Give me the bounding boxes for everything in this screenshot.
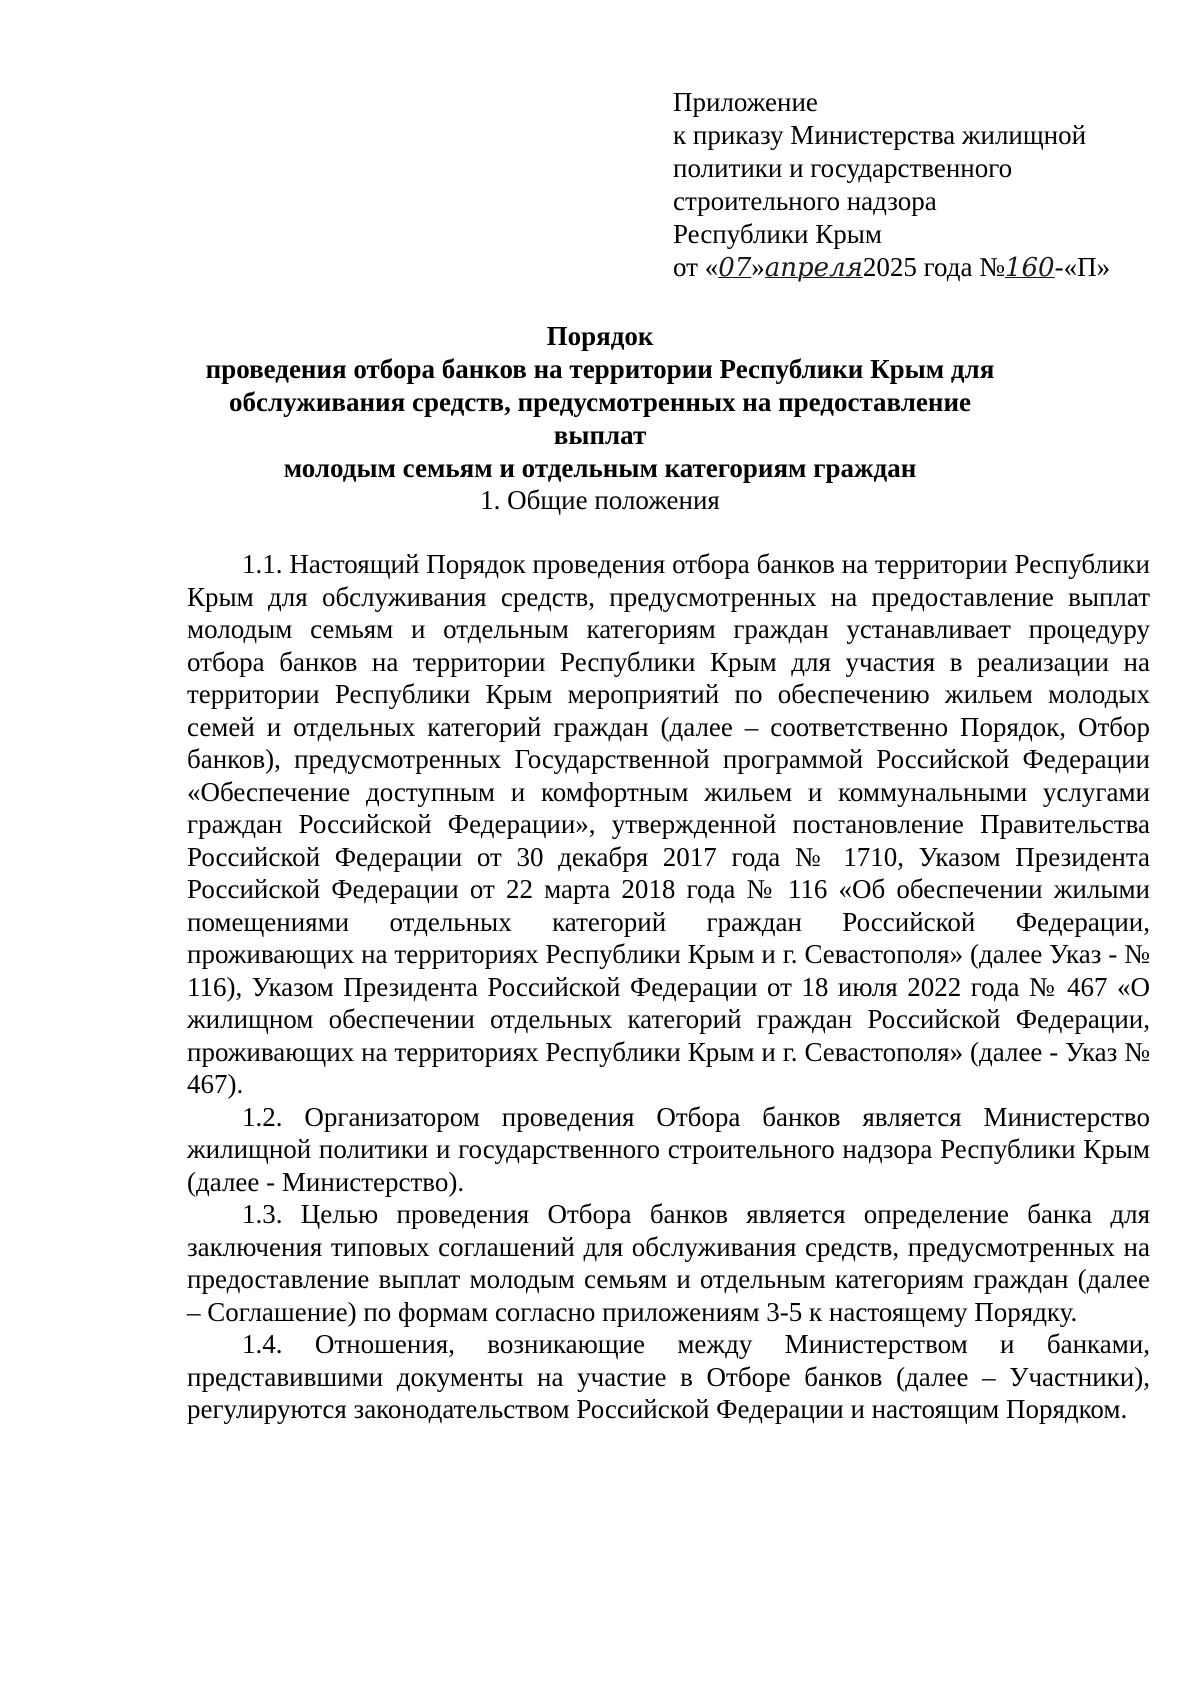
title-line-4: молодым семьям и отдельным категориям граждан (283, 453, 917, 483)
appendix-header (673, 86, 1173, 285)
date-prefix: от « (673, 252, 719, 282)
document-title (190, 320, 1010, 485)
date-quote-close: » (751, 252, 765, 282)
section-heading: 1. Общие положения (480, 485, 720, 515)
paragraph-1-3: 1.3. Целью проведения Отбора банков является определение банка для заключения типовых соглашений для обслуживания средств, предусмотренных на предоставление выплат молодым семьям и отдельным категориям граждан (далее – Соглашение) по формам согласно приложениям 3-5 к настоящему Порядку. (187, 1199, 1150, 1327)
title-line-3: обслуживания средств, предусмотренных на предоставление выплат (229, 387, 971, 450)
title-line-1: Порядок (546, 321, 654, 351)
handwritten-number: 160 (1004, 253, 1055, 283)
paragraph-1-1: 1.1. Настоящий Порядок проведения отбора банков на территории Республики Крым для обслуживания средств, предусмотренных на предоставление выплат молодым семьям и отдельным категориям граждан устанавливает процедуру отбора банков на территории Республики Крым для участия в реализации на территории Республики Крым мероприятий по обеспечению жильем молодых семей и отдельных категорий граждан (далее – соответственно Порядок, Отбор банков), предусмотренных Государственной программой Российской Федерации «Обеспечение доступным и комфортным жильем и коммунальными услугами граждан Российской Федерации», утвержденной постановление Правительства Российской Федерации от 30 декабря 2017 года № 1710, Указом Президента Российской Федерации от 22 марта 2018 года № 116 «Об обеспечении жилыми помещениями отдельных категорий граждан Российской Федерации, проживающих на территориях Республики Крым и г. Севастополя» (далее Указ - № 116), Указом Президента Российской Федерации от 18 июля 2022 года № 467 «О жилищном обеспечении отдельных категорий граждан Российской Федерации, проживающих на территориях Республики Крым и г. Севастополя» (далее - Указ № 467). (187, 549, 1150, 1099)
appendix-date-line (673, 251, 1173, 285)
number-suffix: -«П» (1054, 252, 1111, 282)
appendix-supervision-line: строительного надзора (673, 186, 937, 216)
document-body (187, 548, 1150, 1426)
date-year: 2025 года № (862, 252, 1005, 282)
appendix-republic-line: Республики Крым (673, 219, 882, 249)
title-line-2: проведения отбора банков на территории Республики Крым для (205, 354, 995, 384)
handwritten-month: апреля (764, 253, 863, 283)
handwritten-day: 07 (718, 253, 752, 283)
appendix-title: Приложение (673, 87, 818, 117)
appendix-order-line: к приказу Министерства жилищной (673, 120, 1087, 150)
appendix-ministry-line: политики и государственного (673, 153, 1013, 183)
paragraph-1-2: 1.2. Организатором проведения Отбора банков является Министерство жилищной политики и государственного строительного надзора Республики Крым (далее - Министерство). (187, 1101, 1150, 1197)
paragraph-1-4: 1.4. Отношения, возникающие между Министерством и банками, представившими документы на участие в Отборе банков (далее – Участники), регулируются законодательством Российской Федерации и настоящим Порядком. (187, 1329, 1150, 1424)
